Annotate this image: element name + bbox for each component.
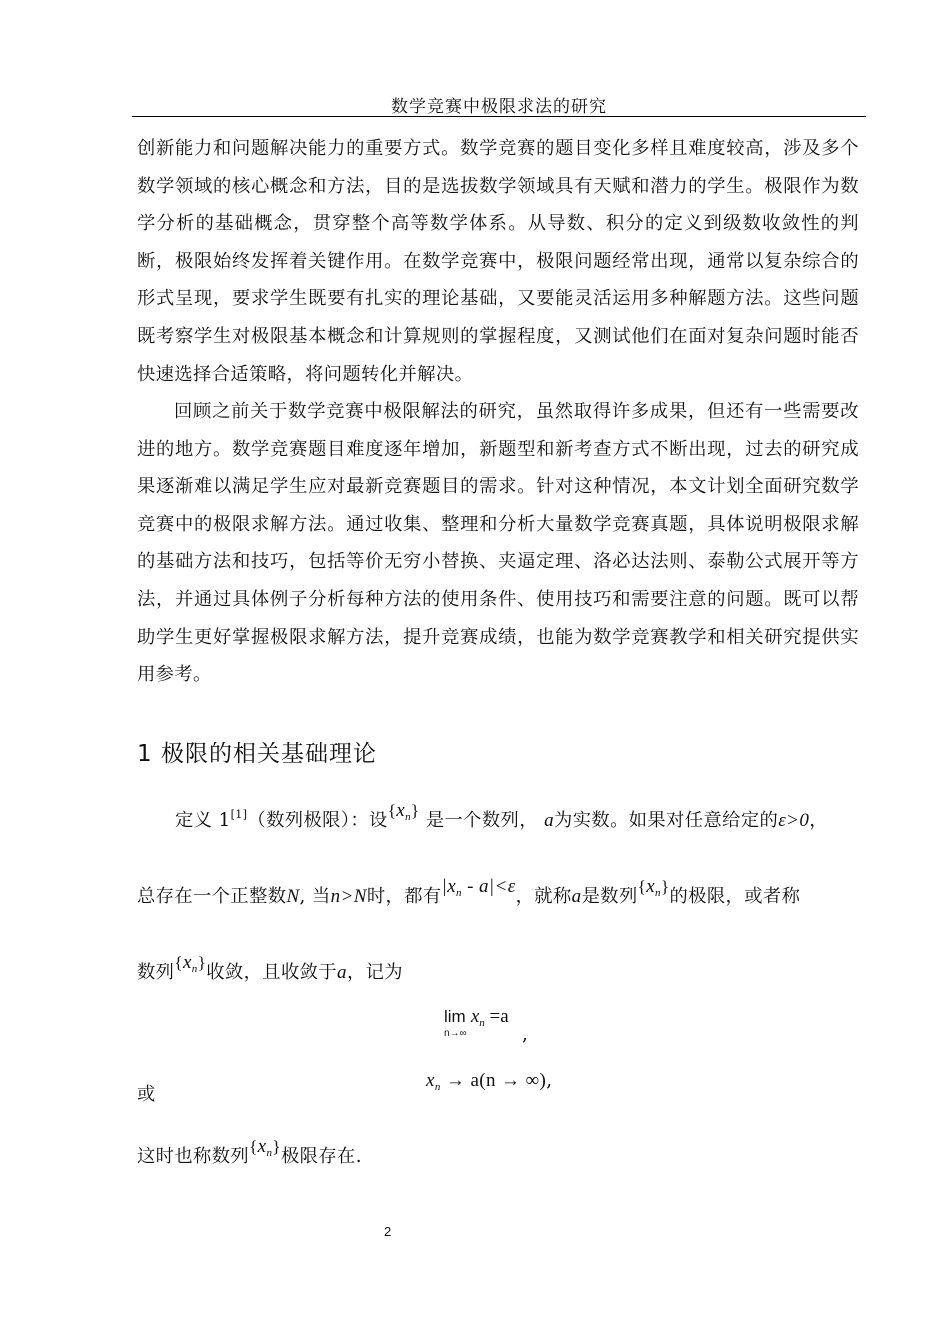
running-header: 数学竞赛中极限求法的研究 [391,97,607,117]
page-number: 2 [384,1224,392,1239]
sequence-symbol: $x_n$ [396,800,412,823]
body-paragraph-1: 创新能力和问题解决能力的重要方式。数学竞赛的题目变化多样且难度较高，涉及多个数学领域的核心概念和方法，目的是选拔数学领域具有天赋和潜力的学生。极限作为数学分析的基础概念，贯穿整个高等数学体系。从导数、积分的定义到级数收敛性的判断，极限始终发挥着关键作用。在数学竞赛中，极限问题经常出现，通常以复杂综合的形式呈现，要求学生既要有扎实的理论基础，又要能灵活运用多种解题方法。这些问题既考察学生对极限基本概念和计算规则的掌握程度，又测试他们在面对复杂问题时能否快速选择合适策略，将问题转化并解决。 [137,138,859,385]
limit-value-symbol: a [544,810,555,831]
definition-line-2: 总存在一个正整数N, 当n>N时，都有$|x_n - a|<\varepsilon$，就称a是数列$\{x_n\}$的极限，或者称 [137,876,801,907]
arrow-equation: $x_n \to a(n$ → ∞), [426,1070,553,1093]
lim-operator: lim [444,1007,466,1026]
body-paragraph-2: 回顾之前关于数学竞赛中极限解法的研究，虽然取得许多成果，但还有一些需要改进的地方。数学竞赛题目难度逐年增加，新题型和新考查方式不断出现，过去的研究成果逐渐难以满足学生应对最新竞赛题目的需求。针对这种情况，本文计划全面研究数学竞赛中的极限求解方法。通过收集、整理和分析大量数学竞赛真题，具体说明极限求解的基础方法和技巧，包括等价无穷小替换、夹逼定理、洛必达法则、泰勒公式展开等方法，并通过具体例子分析每种方法的使用条件、使用技巧和需要注意的问题。既可以帮助学生更好掌握极限求解方法，提升竞赛成绩，也能为数学竞赛教学和相关研究提供实用参考。 [137,401,859,686]
definition-line-1: 定义 1[1]（数列极限）：设$\{x_n\}$ 是一个数列， a为实数。如果对任意给定的ε>0， [175,800,828,831]
limit-equation-comma: , [522,1024,529,1045]
left-brace: { [387,801,397,820]
limit-equation: lim n→∞ $x_n =a$ [444,1006,509,1039]
lim-subscript: n→∞ [444,1028,467,1039]
n-gt-N: n>N [330,886,367,907]
or-connector: 或 [137,1084,156,1105]
citation: [1] [230,808,248,821]
epsilon-condition: ε>0 [778,810,810,831]
integer-N: N [286,886,300,907]
section-heading: 1 极限的相关基础理论 [137,741,377,767]
definition-name: （数列极限）：设 [247,810,388,831]
right-brace: } [411,801,420,820]
header-rule [132,116,866,117]
definition-line-3: 数列$\{x_n\}$收敛，且收敛于a，记为 [137,952,403,983]
abs-inequality: $|x_n - a|<\varepsilon$ [441,876,516,899]
definition-label: 定义 1 [175,810,231,831]
closing-line: 这时也称数列$\{x_n\}$极限存在. [137,1136,362,1167]
